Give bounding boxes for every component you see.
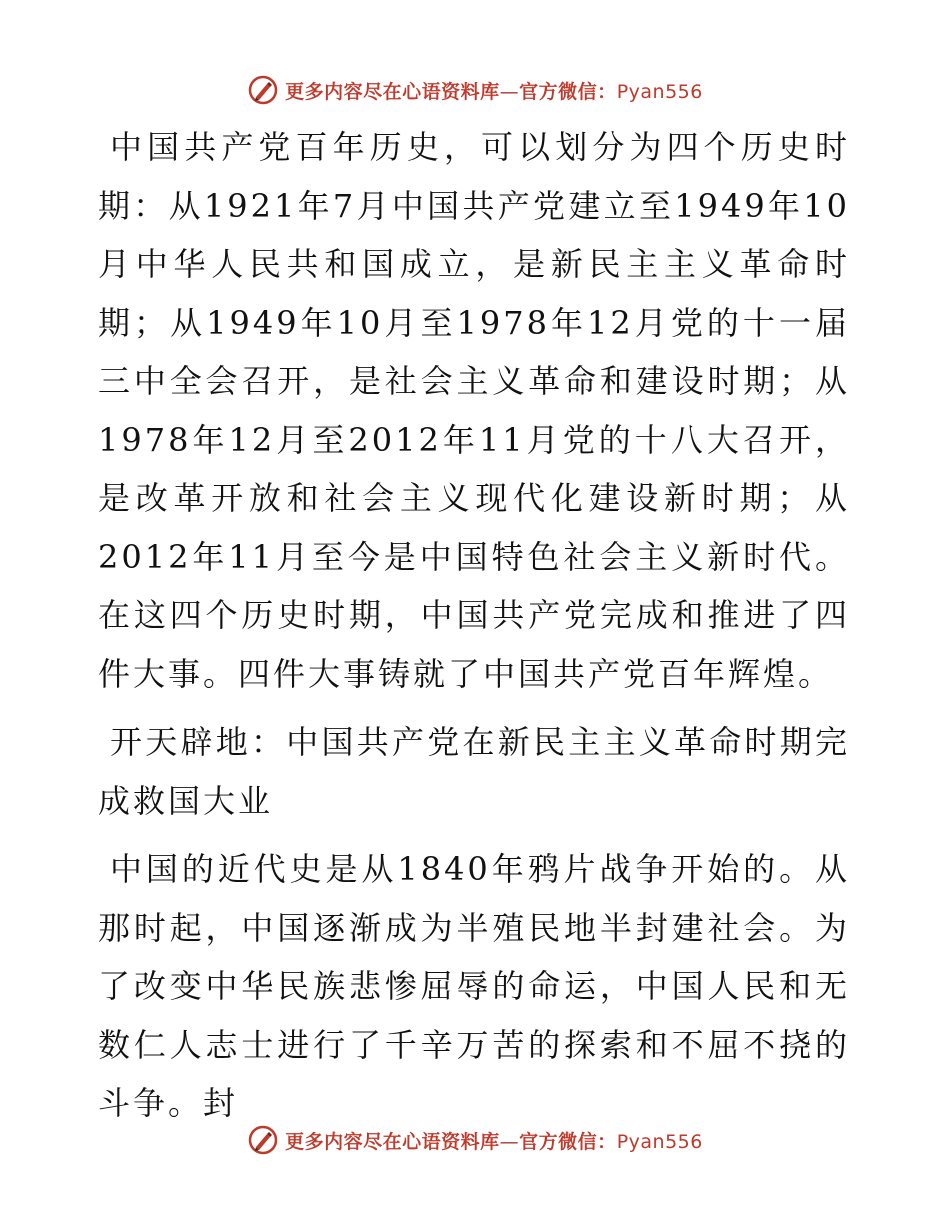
- paragraph-intro: 中国共产党百年历史，可以划分为四个历史时期：从1921年7月中国共产党建立至1949年10月中华人民共和国成立，是新民主主义革命时期；从1949年10月至1978年12月党的十一届三中全会召开，是社会主义革命和建设时期；从1978年12月至2012年11月党的十八大召开，是改革开放和社会主义现代化建设新时期；从2012年11月至今是中国特色社会主义新时代。在这四个历史时期，中国共产党完成和推进了四件大事。四件大事铸就了中国共产党百年辉煌。: [98, 128, 850, 693]
- paragraph-modern-history: 中国的近代史是从1840年鸦片战争开始的。从那时起，中国逐渐成为半殖民地半封建社会。为了改变中华民族悲惨屈辱的命运，中国人民和无数仁人志士进行了千辛万苦的探索和不屈不挠的斗争。封: [98, 850, 850, 1122]
- section-heading: 开天辟地：中国共产党在新民主主义革命时期完成救国大业: [98, 723, 850, 820]
- pen-logo-icon: [247, 74, 279, 106]
- watermark-group: [247, 74, 703, 106]
- watermark-text: 更多内容尽在心语资料库—官方微信：Pyan556: [285, 1130, 703, 1153]
- document-body: [98, 118, 850, 1143]
- watermark-text: 更多内容尽在心语资料库—官方微信：Pyan556: [285, 80, 703, 103]
- footer-watermark: [0, 1122, 950, 1158]
- pen-logo-icon: [247, 1124, 279, 1156]
- header-watermark: [0, 72, 950, 108]
- watermark-group: [247, 1124, 703, 1156]
